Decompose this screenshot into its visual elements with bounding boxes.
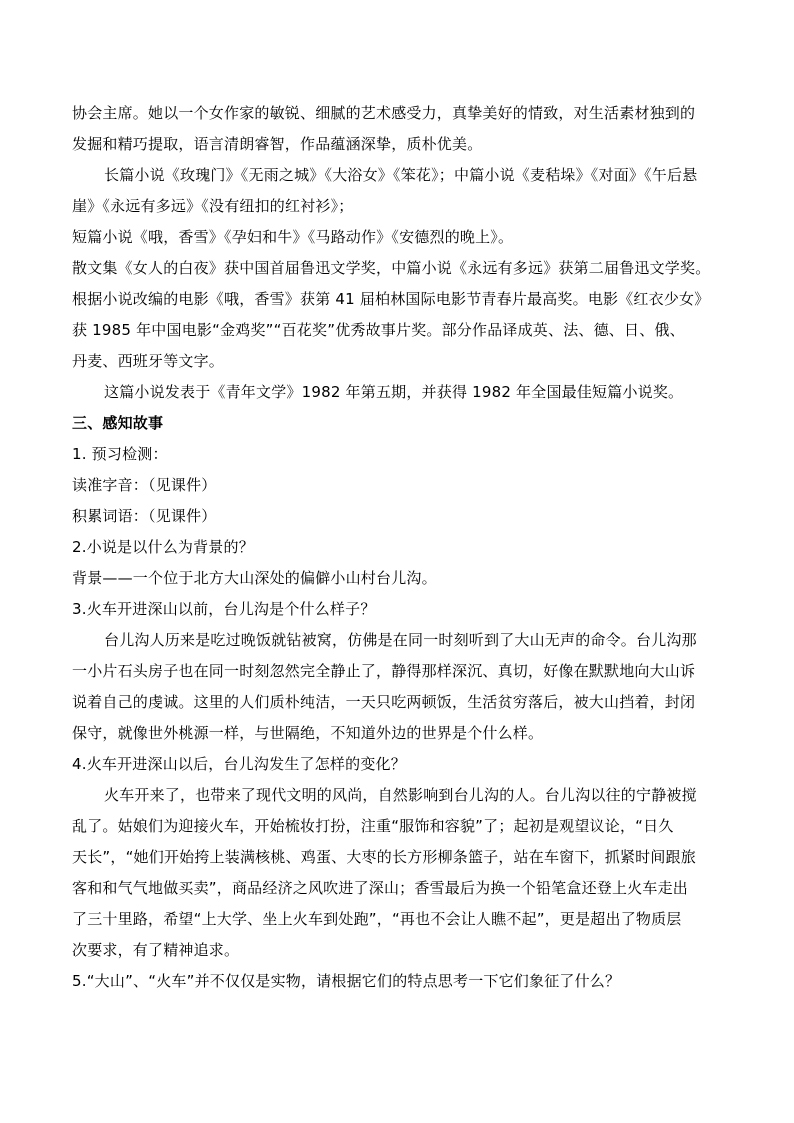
question-line: 1. 预习检测：	[72, 445, 168, 463]
document-body	[72, 98, 722, 997]
paragraph-line: 散文集《女人的白夜》获中国首届鲁迅文学奖，中篇小说《永远有多远》获第二届鲁迅文学奖。	[72, 259, 711, 277]
paragraph-line: 背景——一个位于北方大山深处的偏僻小山村台儿沟。	[72, 569, 437, 587]
paragraph-line: 丹麦、西班牙等文字。	[72, 352, 225, 370]
paragraph-line: 客和和气气地做买卖”，商品经济之风吹进了深山；香雪最后为换一个铅笔盒还登上火车走出	[72, 879, 688, 897]
section-heading: 三、感知故事	[72, 414, 164, 432]
paragraph-line: 这篇小说发表于《青年文学》1982 年第五期，并获得 1982 年全国最佳短篇小说奖。	[104, 383, 684, 401]
paragraph-line: 天长”，“她们开始挎上装满核桃、鸡蛋、大枣的长方形柳条篮子，站在车窗下，抓紧时间跟旅	[72, 848, 696, 866]
paragraph-line: 了三十里路，希望“上大学、坐上火车到处跑”，“再也不会让人瞧不起”，更是超出了物质层	[72, 910, 682, 928]
question-line: 3.火车开进深山以前，台儿沟是个什么样子？	[72, 600, 376, 618]
paragraph-line: 保守，就像世外桃源一样，与世隔绝，不知道外边的世界是个什么样。	[72, 724, 544, 742]
paragraph-line: 一小片石头房子也在同一时刻忽然完全静止了，静得那样深沉、真切，好像在默默地向大山诉	[72, 662, 696, 680]
paragraph-line: 台儿沟人历来是吃过晚饭就钻被窝，仿佛是在同一时刻听到了大山无声的命令。台儿沟那	[104, 631, 697, 649]
paragraph-line: 次要求，有了精神追求。	[72, 941, 240, 959]
question-line: 2.小说是以什么为背景的？	[72, 538, 254, 556]
question-line: 4.火车开进深山以后，台儿沟发生了怎样的变化？	[72, 755, 406, 773]
paragraph-line: 说着自己的虔诚。这里的人们质朴纯洁，一天只吃两顿饭，生活贫穷落后，被大山挡着，封闭	[72, 693, 696, 711]
paragraph-line: 根据小说改编的电影《哦，香雪》获第 41 届柏林国际电影节青春片最高奖。电影《红衣少女》	[72, 290, 710, 308]
paragraph-line: 乱了。姑娘们为迎接火车，开始梳妆打扮，注重“服饰和容貌”了；起初是观望议论，“日久	[72, 817, 674, 835]
paragraph-line: 协会主席。她以一个女作家的敏锐、细腻的艺术感受力，真挚美好的情致，对生活素材独到的	[72, 104, 696, 122]
question-line: 5.“大山”、“火车”并不仅仅是实物，请根据它们的特点思考一下它们象征了什么？	[72, 972, 621, 990]
paragraph-line: 长篇小说《玫瑰门》《无雨之城》《大浴女》《笨花》；中篇小说《麦秸垛》《对面》《午后悬	[104, 166, 698, 184]
paragraph-line: 发掘和精巧提取，语言清朗睿智，作品蕴涵深挚，质朴优美。	[72, 135, 483, 153]
paragraph-line: 获 1985 年中国电影“金鸡奖”“百花奖”优秀故事片奖。部分作品译成英、法、德、日、俄、	[72, 321, 685, 339]
paragraph-line: 火车开来了，也带来了现代文明的风尚，自然影响到台儿沟的人。台儿沟以往的宁静被搅	[104, 786, 697, 804]
paragraph-line: 积累词语：（见课件）	[72, 507, 217, 525]
paragraph-line: 短篇小说《哦，香雪》《孕妇和牛》《马路动作》《安德烈的晚上》。	[72, 228, 514, 246]
paragraph-line: 读准字音：（见课件）	[72, 476, 217, 494]
paragraph-line: 崖》《永远有多远》《没有纽扣的红衬衫》；	[72, 197, 354, 215]
